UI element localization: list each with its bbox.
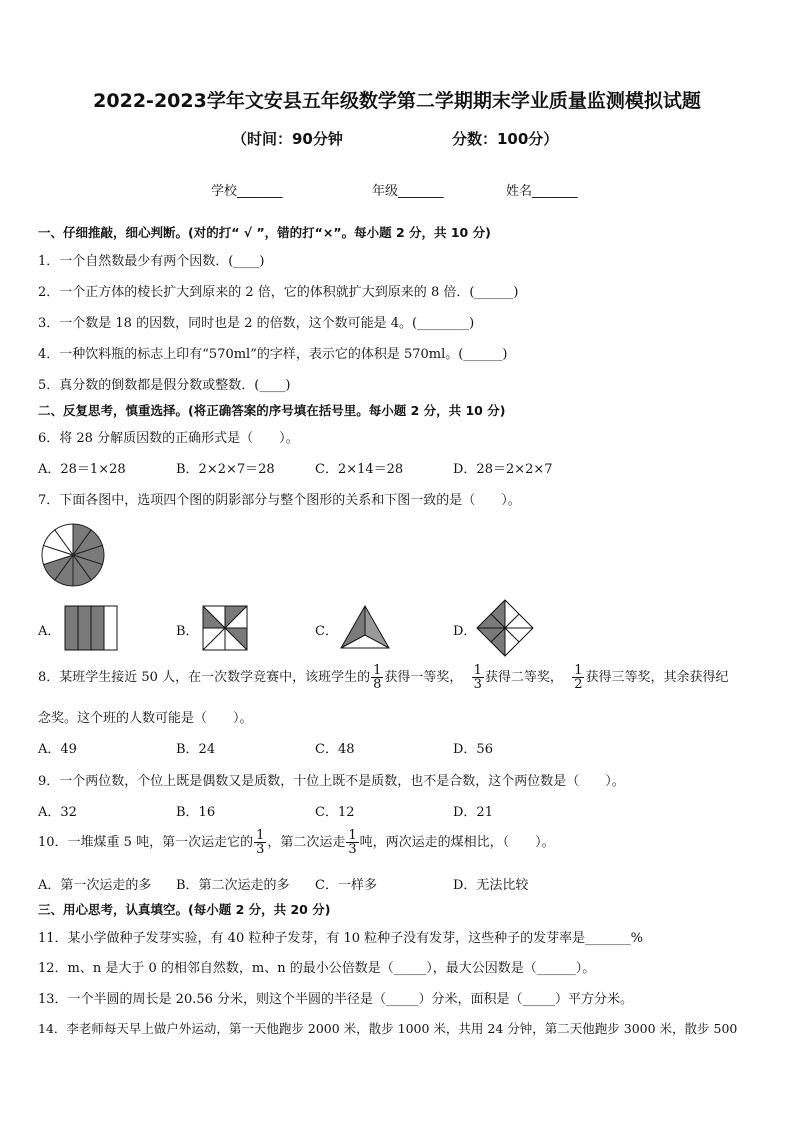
question-8: 8．某班学生接近 50 人，在一次数学竞赛中，该班学生的 $\frac{1}{8}$ 获得一等奖， $\frac{1}{3}$ 获得二等奖， $\frac{1}{2}$ 获得三等奖，其余获得纪 — [38, 663, 729, 692]
q6-option-c: C．2×14＝28 — [315, 462, 404, 477]
q9-option-d: D．21 — [453, 805, 493, 820]
fraction-one-half: $\frac{1}{2}$ — [574, 663, 583, 692]
q10-option-d: D．无法比较 — [453, 878, 529, 893]
section1-heading: 一、仔细推敲，细心判断。(对的打“ √ ”，错的打“×”。每小题 2 分，共 10 分) — [38, 225, 491, 240]
fraction-one-eighth: $\frac{1}{8}$ — [373, 663, 382, 692]
question-7: 7．下面各图中，选项四个图的阴影部分与整个图形的关系和下图一致的是（ ）。 — [38, 493, 521, 508]
q8-option-c: C．48 — [315, 742, 355, 757]
q6-option-d: D．28＝2×2×7 — [453, 462, 553, 477]
question-11: 11．某小学做种子发芽实验，有 40 粒种子发芽，有 10 粒种子没有发芽，这些种子的发芽率是_______% — [38, 931, 644, 946]
question-3: 3．一个数是 18 的因数，同时也是 2 的倍数，这个数可能是 4。(________) — [38, 316, 475, 331]
q6-option-b: B．2×2×7＝28 — [176, 462, 275, 477]
q7-option-a-label: A． — [38, 624, 61, 639]
question-9: 9．一个两位数，个位上既是偶数又是质数，十位上既不是质数，也不是合数，这个两位数是（ ）。 — [38, 774, 625, 789]
question-6: 6．将 28 分解质因数的正确形式是（ ）。 — [38, 431, 299, 446]
exam-time: （时间：90分钟 — [232, 130, 343, 148]
q7-option-b-figure — [202, 605, 248, 651]
section3-heading: 三、用心思考，认真填空。(每小题 2 分，共 20 分) — [38, 902, 331, 917]
question-5: 5．真分数的倒数都是假分数或整数．(____) — [38, 378, 291, 393]
exam-score: 分数：100分） — [452, 130, 559, 148]
q8-option-b: B．24 — [176, 742, 216, 757]
q9-option-c: C．12 — [315, 805, 355, 820]
school-field: 学校_______ — [211, 184, 283, 199]
q7-option-d-label: D． — [453, 624, 477, 639]
section2-heading: 二、反复思考，慎重选择。(将正确答案的序号填在括号里。每小题 2 分，共 10 分) — [38, 403, 506, 418]
grade-field: 年级_______ — [372, 184, 444, 199]
q7-option-b-label: B． — [176, 624, 199, 639]
question-12: 12．m、n 是大于 0 的相邻自然数，m、n 的最小公倍数是（_____），最大公因数是（______）。 — [38, 961, 596, 976]
name-field: 姓名_______ — [506, 184, 578, 199]
page-title: 2022-2023学年文安县五年级数学第二学期期末学业质量监测模拟试题 — [93, 90, 701, 112]
q9-option-b: B．16 — [176, 805, 216, 820]
fraction-one-third: $\frac{1}{3}$ — [256, 828, 265, 857]
question-10: 10．一堆煤重 5 吨，第一次运走它的 $\frac{1}{3}$ ，第二次运走 $\frac{1}{3}$ 吨，两次运走的煤相比，（ ）。 — [38, 828, 555, 857]
q7-option-c-figure — [340, 605, 390, 649]
q9-option-a: A．32 — [38, 805, 77, 820]
q6-option-a: A．28＝1×28 — [38, 462, 126, 477]
fraction-one-third: $\frac{1}{3}$ — [348, 828, 357, 857]
question-13: 13．一个半圆的周长是 20.56 分米，则这个半圆的半径是（_____）分米，面积是（_____）平方分米。 — [38, 992, 634, 1007]
question-14: 14．李老师每天早上做户外运动，第一天他跑步 2000 米，散步 1000 米，共用 24 分钟，第二天他跑步 3000 米，散步 500 — [38, 1021, 738, 1036]
q7-option-a-figure — [64, 605, 118, 651]
question-2: 2．一个正方体的棱长扩大到原来的 2 倍，它的体积就扩大到原来的 8 倍．(______) — [38, 285, 519, 300]
q8-option-a: A．49 — [38, 742, 77, 757]
q7-reference-circle — [40, 522, 106, 588]
q10-option-c: C．一样多 — [315, 878, 377, 893]
q10-option-b: B．第二次运走的多 — [176, 878, 290, 893]
q8-option-d: D．56 — [453, 742, 493, 757]
q10-option-a: A．第一次运走的多 — [38, 878, 152, 893]
question-1: 1．一个自然数最少有两个因数．(____) — [38, 254, 265, 269]
question-4: 4．一种饮料瓶的标志上印有“570ml”的字样，表示它的体积是 570ml。(______) — [38, 347, 508, 362]
q7-option-d-figure — [476, 599, 534, 657]
q7-option-c-label: C． — [315, 624, 338, 639]
question-8-line2: 念奖。这个班的人数可能是（ ）。 — [38, 711, 253, 726]
fraction-one-third: $\frac{1}{3}$ — [473, 663, 482, 692]
